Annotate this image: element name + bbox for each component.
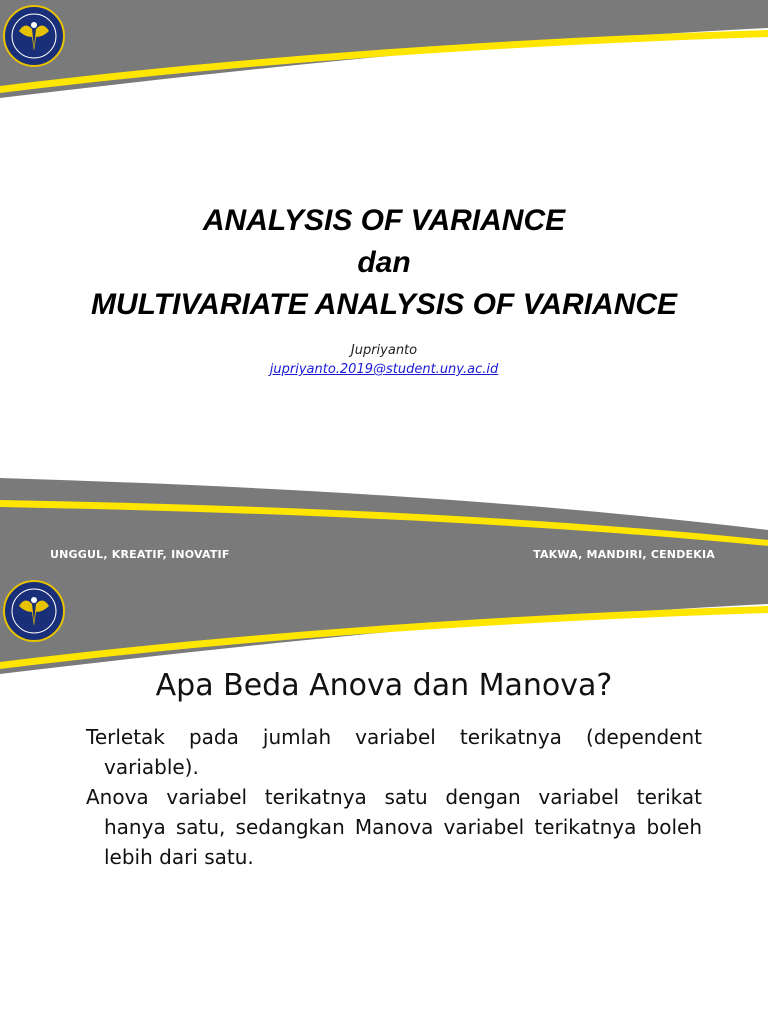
title-line-1: ANALYSIS OF VARIANCE [202, 204, 566, 237]
slide-body [86, 722, 702, 872]
motto-left: UNGGUL, KREATIF, INOVATIF [50, 548, 230, 561]
university-seal-icon [3, 580, 65, 642]
slide-heading: Apa Beda Anova dan Manova? [155, 668, 613, 703]
slide-content [0, 576, 768, 1024]
motto-right: TAKWA, MANDIRI, CENDEKIA [533, 548, 715, 561]
title-line-3: MULTIVARIATE ANALYSIS OF VARIANCE [90, 288, 678, 321]
title-line-2: dan [357, 246, 411, 279]
author-email-link[interactable]: jupriyanto.2019@student.uny.ac.id [269, 362, 499, 377]
body-paragraph-2: Anova variabel terikatnya satu dengan variabel terikat hanya satu, sedangkan Manova variabel terikatnya boleh lebih dari satu. [86, 785, 702, 869]
body-paragraph-1: Terletak pada jumlah variabel terikatnya (dependent variable). [86, 725, 702, 779]
author-name: Jupriyanto [350, 343, 418, 358]
top-header-band [0, 576, 768, 676]
